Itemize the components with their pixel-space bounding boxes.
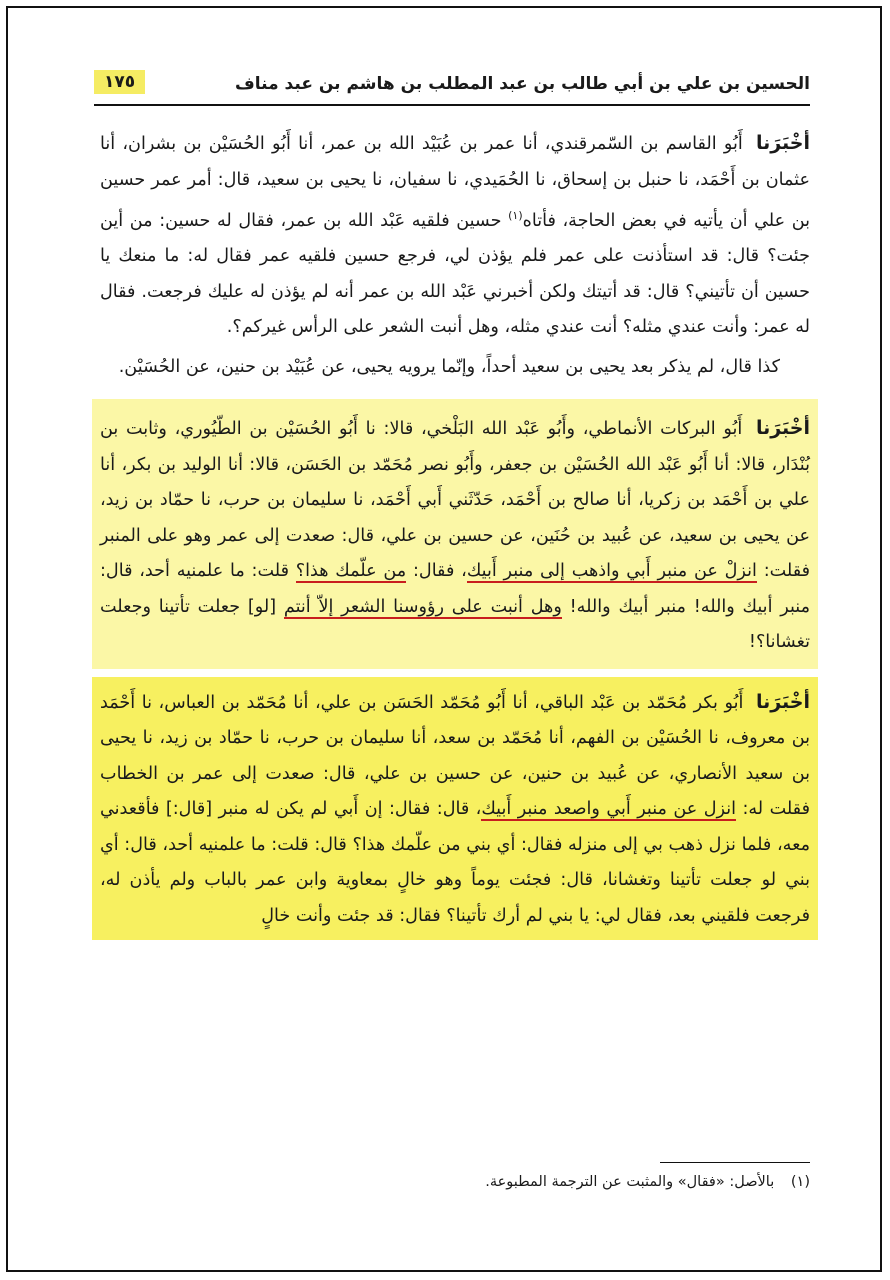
lead-word: أخْبَرَنا — [755, 417, 811, 440]
footnote-rule — [660, 1162, 810, 1163]
running-title: الحسين بن علي بن أبي طالب بن عبد المطلب بن هاشم بن عبد مناف — [235, 74, 810, 94]
paragraph-2 — [100, 350, 810, 386]
footnote — [100, 1170, 810, 1194]
lead-word: أخْبَرَنا — [755, 132, 810, 154]
underlined-quote: من علّمك هذا؟ — [295, 561, 407, 582]
block-text: ، قال: فقال: إن أَبي لم يكن له منبر [قال:] فأقعدني معه، فلما نزل ذهب بي إلى منزله فقال: أي بني من علّمك هذا؟ قال: قلت: ما علمنيه أحد، قال: أي بني لو جعلت تأتينا وتغشانا، قال: فجئت يوماً وهو خالٍ بمعاوية وابن عمر بالباب ولم يأذن له، فرجعت فلقيني بعد، فقال لي: يا بني لم أرك تأتينا؟ فقال: قد جئت وأنت خالٍ — [100, 799, 810, 926]
underlined-quote: وهل أنبت على رؤوسنا الشعر إلاّ أنتم — [283, 596, 562, 617]
page-number: ١٧٥ — [94, 70, 145, 94]
header-rule — [94, 104, 810, 106]
underlined-quote: انزل عن منبر أَبي واصعد منبر أَبيك — [481, 799, 736, 820]
footnote-reference[interactable]: (١) — [508, 209, 523, 222]
paragraph-text: أَبُو القاسم بن السّمرقندي، أنا عمر بن عُبَيْد الله بن عمر، أنا أَبُو الحُسَيْن بن بشران، أنا عثمان بن أَحْمَد، نا حنبل بن إسحاق، نا الحُمَيدي، نا سفيان، نا يحيى بن سعيد، قال: أمر عمر حسين بن علي أن يأتيه في بعض الحاجة، فأتاه — [100, 134, 810, 231]
block-text: ، فقال: — [412, 561, 467, 582]
lead-word: أخْبَرَنا — [755, 690, 810, 713]
paragraph-1 — [100, 126, 810, 346]
block-text: أَبُو بكر مُحَمّد بن عَبْد الباقي، أنا أَبُو مُحَمّد الحَسَن بن علي، أنا مُحَمّد بن العباس، نا أَحْمَد بن معروف، نا الحُسَيْن بن الفهم، أنا مُحَمّد بن سعد، أنا سليمان بن حرب، نا حمّاد بن زيد، نا يحيى بن سعيد الأنصاري، عن عُبيد بن حنين، عن حسين بن علي، قال: صعدت إلى عمر بن الخطاب فقلت له: — [100, 692, 810, 820]
page-header — [94, 66, 810, 102]
paragraph-text: كذا قال، لم يذكر بعد يحيى بن سعيد أحداً، وإنّما يرويه يحيى، عن عُبَيْد بن حنين، عن الحُسَيْن. — [118, 356, 780, 377]
main-text — [100, 126, 810, 940]
underlined-quote: انزلْ عن منبر أَبي واذهب إلى منبر أَبيك — [466, 561, 757, 582]
paragraph-text-cont: حسين فلقيه عَبْد الله بن عمر، فقال له حسين: من أين جئت؟ قال: قد استأذنت على عمر فلم يؤذن لي، فرجع حسين فلقيه عمر فقال له: ما منعك يا حسين أن تأتيني؟ قال: قد أتيتك ولكن أخبرني عَبْد الله بن عمر أنه لم يؤذن له عليك فرجعت. فقال له عمر: وأنت عندي مثله؟ أنت عندي مثله، وهل أنبت الشعر على الرأس غيركم؟. — [100, 210, 810, 338]
block-text: [لو] جعلت تأتينا وجعلت تغشانا؟! — [100, 596, 810, 653]
block-text: قلت: ما علمنيه أحد، قال: منبر أبيك والله! منبر أبيك والله! — [100, 561, 811, 617]
highlighted-block-1 — [92, 399, 818, 669]
footnote-number: (١) — [790, 1174, 810, 1190]
block-text: أَبُو البركات الأنماطي، وأَبُو عَبْد الله البَلْخي، قالا: نا أَبُو الحُسَيْن بن الطّيُوري، وثابت بن بُنْدَار، قالا: أنا أَبُو عَبْد الله الحُسَيْن بن جعفر، وأَبُو نصر مُحَمّد بن الحَسَن، قالا: أنا الوليد بن بكر، أنا علي بن أَحْمَد بن زكريا، أنا صالح بن أَحْمَد، حَدّثَني أَبي أَحْمَد، نا سليمان بن حرب، نا حمّاد بن زيد، عن يحيى بن سعيد، عن عُبيد بن حُنَين، عن حسين بن علي، قال: صعدت إلى عمر وهو على المنبر فقلت: — [100, 419, 811, 582]
highlighted-block-2 — [92, 677, 818, 941]
footnote-text: بالأصل: «فقال» والمثبت عن الترجمة المطبوعة. — [485, 1174, 775, 1190]
